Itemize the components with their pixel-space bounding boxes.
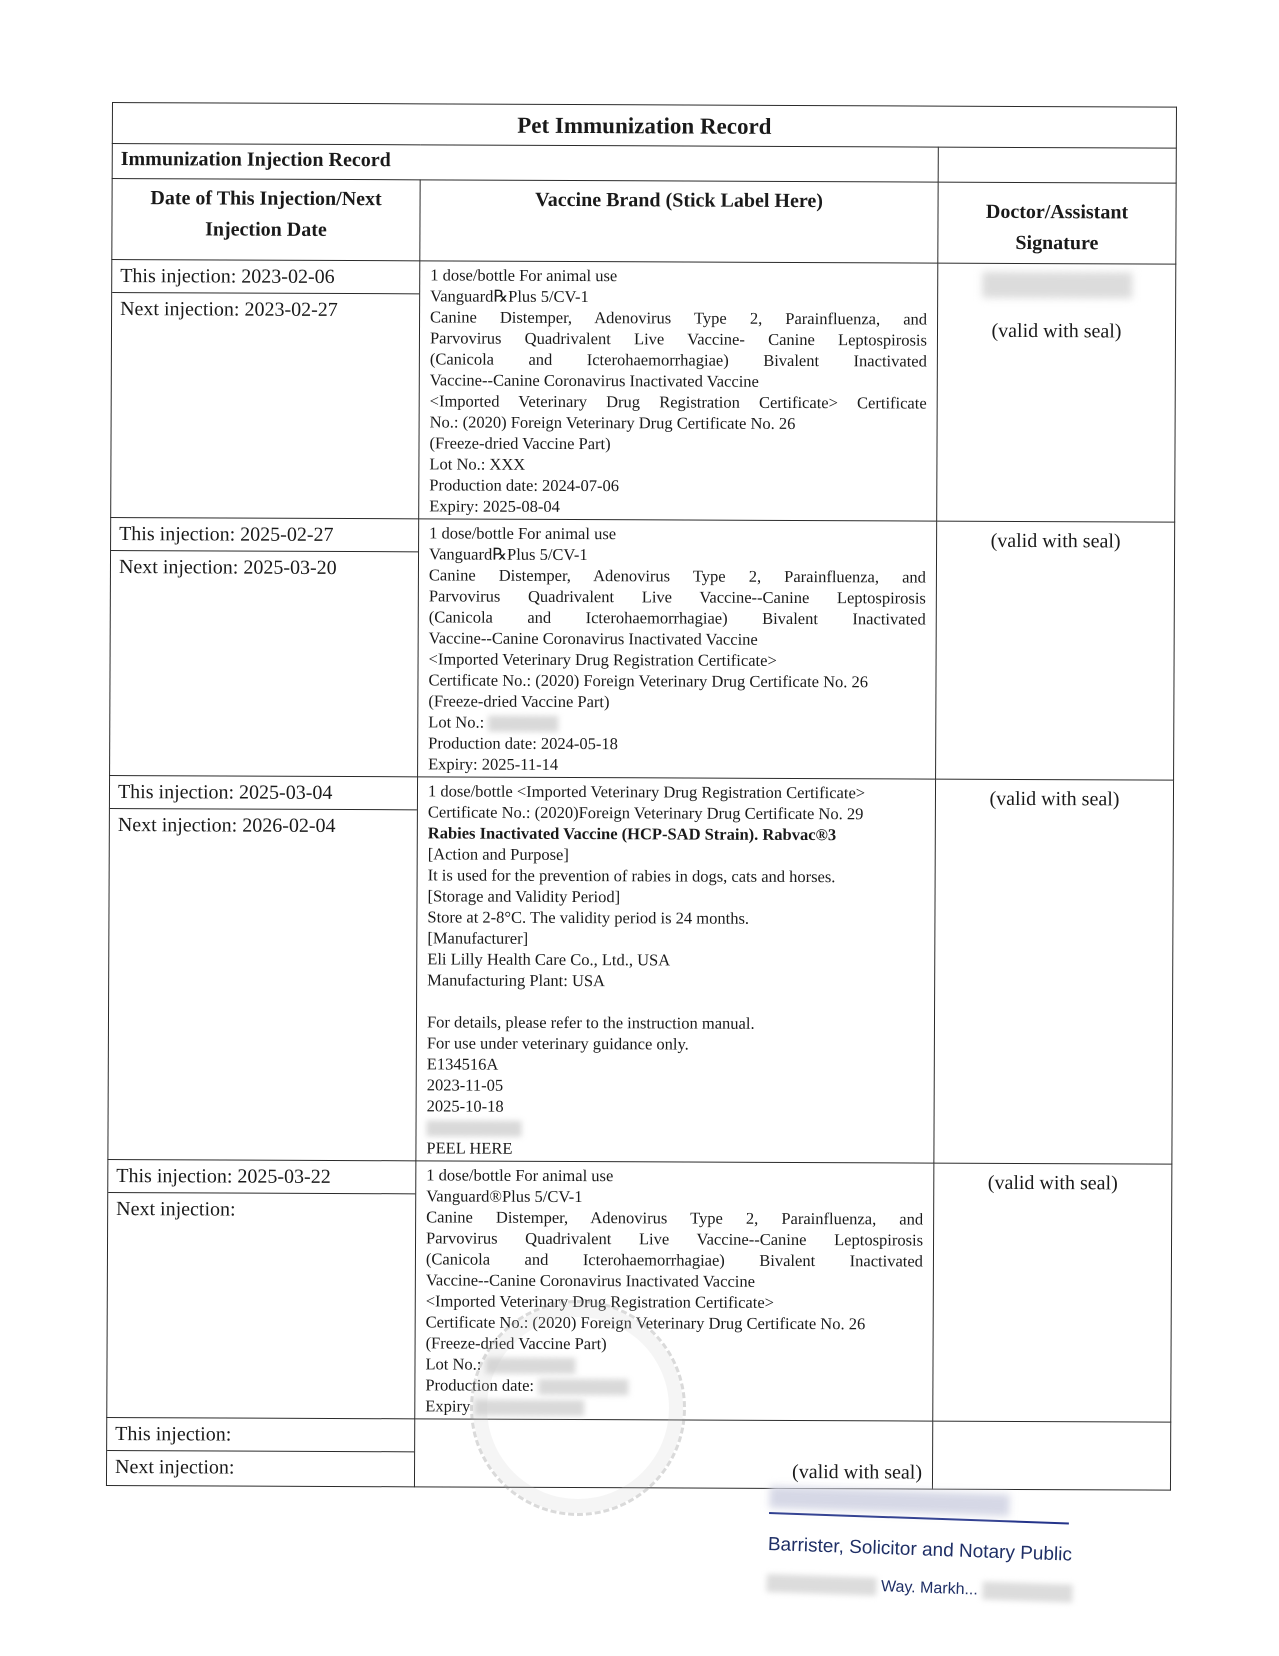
immunization-record-sheet [112, 102, 1176, 1486]
notary-signature-rule [769, 1512, 1069, 1524]
vaccine-line: (Canicola and Icterohaemorrhagiae) Bivalent Inactivated [425, 1249, 923, 1271]
next-injection-date: Next injection: [114, 1456, 235, 1479]
redacted-line [426, 1116, 923, 1139]
table-row [108, 775, 1174, 1164]
vaccine-line: Manufacturing Plant: USA [427, 970, 606, 991]
expiry-date: Expiry: 2025-11-14 [428, 754, 559, 774]
column-header-vaccine: Vaccine Brand (Stick Label Here) [420, 180, 938, 263]
expiry-label: Expiry [425, 1396, 471, 1416]
this-injection-date: This injection: 2025-03-04 [110, 776, 417, 810]
signature-note: (valid with seal) [989, 787, 1120, 811]
section-subheading: Immunization Injection Record [112, 144, 938, 183]
this-injection-date: This injection: 2023-02-06 [112, 260, 419, 294]
production-date [425, 1374, 922, 1397]
vaccine-line: (Canicola and Icterohaemorrhagiae) Bivalent Inactivated [428, 607, 926, 629]
vaccine-line: 1 dose/bottle For animal use [430, 265, 618, 286]
signature-cell [933, 1163, 1172, 1422]
signature-cell [936, 521, 1175, 780]
column-header-date: Date of This Injection/Next Injection Date [112, 179, 420, 261]
next-injection-date: Next injection: 2023-02-27 [120, 298, 338, 321]
lot-number [425, 1353, 922, 1376]
vaccine-line: [Storage and Validity Period] [427, 886, 621, 907]
signature-note: (valid with seal) [987, 1171, 1118, 1195]
vaccine-line: <Imported Veterinary Drug Registration Certificate> [428, 649, 777, 670]
vaccine-line: [Action and Purpose] [427, 844, 569, 865]
vaccine-line: Vaccine--Canine Coronavirus Inactivated Vaccine [428, 628, 758, 649]
next-injection-date: Next injection: 2026-02-04 [117, 814, 336, 837]
this-injection-date: This injection: 2025-02-27 [111, 518, 418, 552]
expiry-date: Expiry: 2025-08-04 [429, 496, 560, 516]
subheading-empty-cell [938, 147, 1176, 183]
vaccine-line: <Imported Veterinary Drug Registration Certificate> [425, 1291, 775, 1312]
this-injection-date: This injection: 2025-03-22 [108, 1160, 415, 1194]
vaccine-name: Rabies Inactivated Vaccine (HCP-SAD Strain). Rabvac®3 [427, 823, 837, 845]
vaccine-line: For details, please refer to the instruction manual. [426, 1012, 755, 1033]
production-date: 2023-11-05 [426, 1075, 504, 1095]
immunization-table [106, 102, 1177, 1491]
vaccine-label-cell [418, 519, 937, 779]
table-row [106, 1417, 1170, 1490]
vaccine-line: Canine Distemper, Adenovirus Type 2, Parainfluenza, and [426, 1207, 924, 1229]
vaccine-line: Canine Distemper, Adenovirus Type 2, Parainfluenza, and [428, 565, 926, 587]
lot-number: E134516A [426, 1054, 499, 1074]
date-cell [106, 1417, 414, 1486]
vaccine-line: Vaccine--Canine Coronavirus Inactivated Vaccine [429, 370, 759, 391]
table-row [107, 1159, 1172, 1422]
vaccine-line: Canine Distemper, Adenovirus Type 2, Parainfluenza, and [430, 307, 928, 329]
redacted-lot-number [488, 716, 558, 732]
vaccine-line: Parvovirus Quadrivalent Live Vaccine--Canine Leptospirosis [426, 1228, 924, 1250]
redacted-production-date [538, 1379, 628, 1395]
lot-number-label: Lot No.: [428, 712, 485, 732]
vaccine-line: 1 dose/bottle <Imported Veterinary Drug Registration Certificate> [427, 781, 866, 803]
vaccine-line: (Freeze-dried Vaccine Part) [428, 691, 610, 712]
vaccine-line: Certificate No.: (2020)Foreign Veterinary Drug Certificate No. 29 [427, 802, 864, 824]
redacted-notary-name [769, 1486, 1010, 1516]
expiry-date: 2025-10-18 [426, 1096, 504, 1116]
signature-cell [932, 1421, 1170, 1490]
production-date-label: Production date: [425, 1375, 535, 1395]
lot-number-label: Lot No.: [425, 1354, 482, 1374]
date-cell [110, 517, 419, 776]
vaccine-line: (Canicola and Icterohaemorrhagiae) Bivalent Inactivated [429, 349, 927, 371]
date-cell [108, 775, 418, 1160]
vaccine-line: Eli Lilly Health Care Co., Ltd., USA [427, 949, 671, 970]
vaccine-line: <Imported Veterinary Drug Registration Certificate> Certificate [429, 391, 927, 413]
vaccine-line-spacer [427, 990, 924, 1013]
lot-number [428, 711, 925, 734]
vaccine-line: Vanguard℞Plus 5/CV-1 [430, 286, 589, 307]
redacted-expiry [474, 1400, 584, 1416]
date-cell [111, 260, 420, 519]
vaccine-line: (Freeze-dried Vaccine Part) [429, 433, 611, 454]
vaccine-line: Certificate No.: (2020) Foreign Veterinary Drug Certificate No. 26 [428, 670, 869, 692]
next-injection-date: Next injection: 2025-03-20 [118, 556, 337, 579]
signature-note: (valid with seal) [990, 529, 1121, 553]
lot-number: Lot No.: XXX [429, 454, 526, 474]
notary-block [766, 1486, 1090, 1603]
vaccine-label-cell [415, 1161, 934, 1421]
signature-note: (valid with seal) [991, 319, 1122, 343]
vaccine-label-cell [416, 777, 936, 1163]
vaccine-line: For use under veterinary guidance only. [426, 1033, 689, 1054]
redacted-signature [982, 272, 1132, 299]
vaccine-line: Vaccine--Canine Coronavirus Inactivated Vaccine [425, 1270, 756, 1291]
vaccine-line: It is used for the prevention of rabies in dogs, cats and horses. [427, 865, 836, 887]
signature-cell [934, 779, 1174, 1164]
notary-address-fragment: Way. Markh... [880, 1578, 979, 1599]
table-row [110, 517, 1175, 780]
expiry-date [425, 1395, 922, 1418]
vaccine-line: 1 dose/bottle For animal use [429, 523, 617, 544]
vaccine-line: Store at 2-8°C. The validity period is 24 months. [427, 907, 750, 928]
peel-here-text: PEEL HERE [426, 1138, 513, 1158]
vaccine-line: [Manufacturer] [427, 928, 529, 948]
column-header-signature: Doctor/Assistant Signature [938, 182, 1176, 264]
redacted-lot-number [486, 1358, 576, 1374]
vaccine-line: Vanguard®Plus 5/CV-1 [426, 1186, 583, 1207]
vaccine-line: (Freeze-dried Vaccine Part) [425, 1333, 607, 1354]
signature-cell [937, 263, 1176, 522]
seal-note: (valid with seal) [792, 1460, 923, 1484]
vaccine-label-cell [419, 261, 938, 521]
document-title: Pet Immunization Record [112, 103, 1176, 149]
vaccine-line: Parvovirus Quadrivalent Live Vaccine--Canine Leptospirosis [428, 586, 926, 608]
notary-title: Barrister, Solicitor and Notary Public [767, 1533, 1073, 1566]
table-row [111, 260, 1176, 523]
date-cell [107, 1159, 416, 1418]
production-date: Production date: 2024-07-06 [429, 475, 620, 496]
vaccine-line: 1 dose/bottle For animal use [426, 1165, 614, 1186]
next-injection-date: Next injection: [116, 1198, 236, 1221]
notary-address [766, 1574, 1086, 1603]
vaccine-line: Vanguard℞Plus 5/CV-1 [428, 544, 588, 565]
redacted-code [426, 1121, 521, 1137]
this-injection-date: This injection: [107, 1418, 414, 1452]
production-date: Production date: 2024-05-18 [428, 733, 618, 754]
redacted-address [766, 1574, 877, 1596]
vaccine-line: No.: (2020) Foreign Veterinary Drug Certificate No. 26 [429, 412, 796, 433]
redacted-address-end [982, 1581, 1073, 1602]
vaccine-label-cell [414, 1419, 932, 1489]
vaccine-line: Parvovirus Quadrivalent Live Vaccine- Canine Leptospirosis [429, 328, 928, 350]
vaccine-line: Certificate No.: (2020) Foreign Veterinary Drug Certificate No. 26 [425, 1312, 866, 1334]
